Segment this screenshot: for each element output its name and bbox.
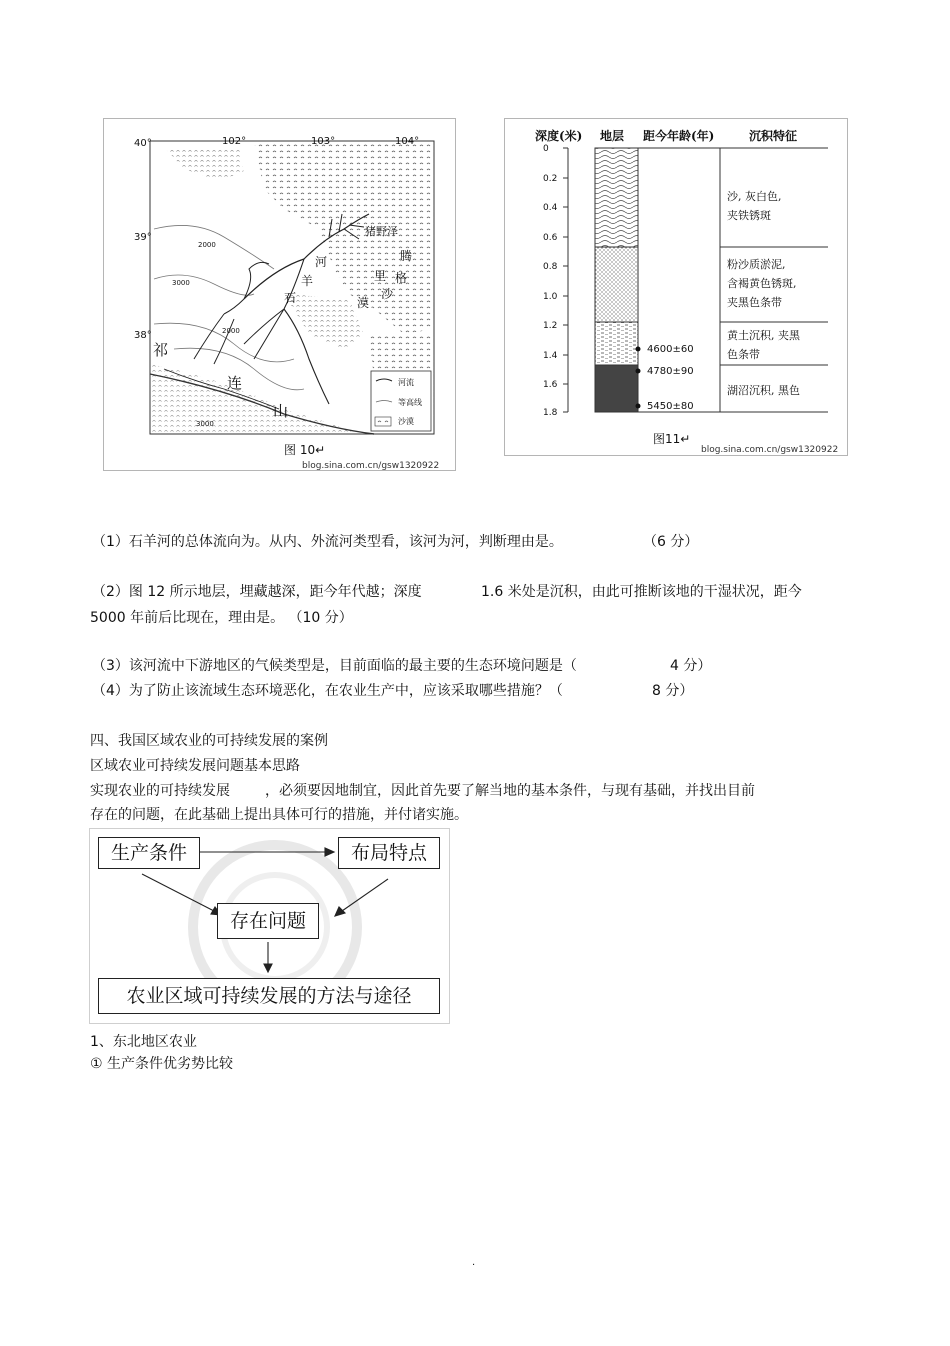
contour-label: 3000 [196,420,214,428]
question-3: （3）该河流中下游地区的气候类型是，目前面临的最主要的生态环境问题是（ [92,658,577,674]
depth-tick: 1.6 [543,380,558,390]
place-label: 里 [374,269,387,283]
figure-10-map [103,118,456,471]
place-label: 漠 [357,296,370,310]
flow-box-sustainable-methods: 农业区域可持续发展的方法与途径 [98,978,440,1014]
question-1: （1）石羊河的总体流向为。从内、外流河类型看，该河为河，判断理由是。 [92,534,563,550]
flow-box-layout-features: 布局特点 [338,837,440,869]
feature-line: 湖沼沉积, 黑色 [727,384,800,397]
feature-line: 黄土沉积, 夹黑 [727,329,800,342]
place-label: 沙 [381,287,394,301]
feature-text-sand [727,187,782,225]
lat-label: 39° [134,232,152,243]
depth-tick: 1.4 [543,351,558,361]
depth-tick: 1.8 [543,408,558,418]
section-4-para-2: 存在的问题，在此基础上提出具体可行的措施，并付诸实施。 [90,807,468,823]
place-label: 格 [395,271,408,285]
question-3-score: 4 分） [670,658,712,674]
lon-label: 103° [311,136,336,147]
age-label: 5450±80 [647,401,694,412]
depth-tick: 0 [543,144,549,154]
item-production-conditions-compare: ① 生产条件优劣势比较 [90,1056,234,1072]
depth-tick: 0.4 [543,203,558,213]
place-label: 河 [315,255,328,269]
depth-tick: 1.0 [543,292,558,302]
flow-diagram [89,828,450,1024]
age-label: 4600±60 [647,344,694,355]
section-4-title: 四、我国区域农业的可持续发展的案例 [90,733,328,749]
feature-line: 夹铁锈斑 [727,209,771,222]
lon-label: 102° [222,136,247,147]
section-4-para-a: 实现农业的可持续发展 [90,783,230,799]
lat-label: 38° [134,330,152,341]
question-4-score: 8 分） [652,683,694,699]
figure-11-strata [504,118,848,456]
header-depth: 深度(米) [535,129,583,143]
depth-tick: 0.6 [543,233,558,243]
feature-line: 沙, 灰白色, [727,190,782,203]
depth-tick: 0.2 [543,174,558,184]
figure-11-watermark: blog.sina.com.cn/gsw1320922 [701,445,839,455]
feature-text-lake [727,381,800,400]
lat-label: 40° [134,138,152,149]
question-4: （4）为了防止该流域生态环境恶化，在农业生产中，应该采取哪些措施？（ [92,683,563,699]
depth-tick: 0.8 [543,262,558,272]
section-4-para-b: ，必须要因地制宜，因此首先要了解当地的基本条件，与现有基础，并找出目前 [265,783,755,799]
place-label: 石 [284,291,297,305]
question-2-depth: 1.6 米处是沉积，由此可推断该地的干湿状况，距今 [481,584,802,600]
section-4-subtitle: 区域农业可持续发展问题基本思路 [90,758,300,774]
feature-text-loess [727,326,800,364]
contour-label: 2000 [198,241,216,249]
age-label: 4780±90 [647,366,694,377]
question-1-score: （6 分） [643,534,699,550]
place-label: 腾 [400,249,413,263]
place-label: 连 [227,374,243,392]
feature-line: 色条带 [727,348,760,361]
feature-line: 夹黑色条带 [727,296,782,309]
legend-contour-label: 等高线 [398,398,422,407]
place-label: 山 [273,402,289,420]
place-label: 羊 [301,274,314,288]
figure-10-watermark: blog.sina.com.cn/gsw1320922 [302,461,440,471]
figure-10-caption: 图 10↵ [284,443,326,457]
header-age: 距今年龄(年) [643,129,715,143]
place-label-zhuyeze: 猪野泽 [365,225,398,238]
item-northeast-agriculture: 1、东北地区农业 [90,1034,197,1050]
legend-river-label: 河流 [398,378,414,387]
feature-text-silt [727,255,797,312]
depth-tick: 1.2 [543,321,558,331]
question-2-line1: （2）图 12 所示地层，埋藏越深，距今年代越；深度 [92,584,422,600]
lon-label: 104° [395,136,420,147]
feature-line: 粉沙质淤泥, [727,258,786,271]
contour-label: 3000 [172,279,190,287]
feature-line: 含褐黄色锈斑, [727,277,797,290]
question-2-line2: 5000 年前后比现在，理由是。 （10 分） [90,610,353,626]
place-label: 祁 [153,341,169,359]
flow-box-existing-problems: 存在问题 [217,903,319,939]
contour-label: 2000 [222,327,240,335]
legend-desert-label: 沙漠 [398,417,414,426]
header-layer: 地层 [600,129,625,143]
figure-11-caption: 图11↵ [653,432,691,446]
page-dot: . [472,1257,476,1268]
header-feature: 沉积特征 [749,129,798,143]
flow-box-production-conditions: 生产条件 [98,837,200,869]
